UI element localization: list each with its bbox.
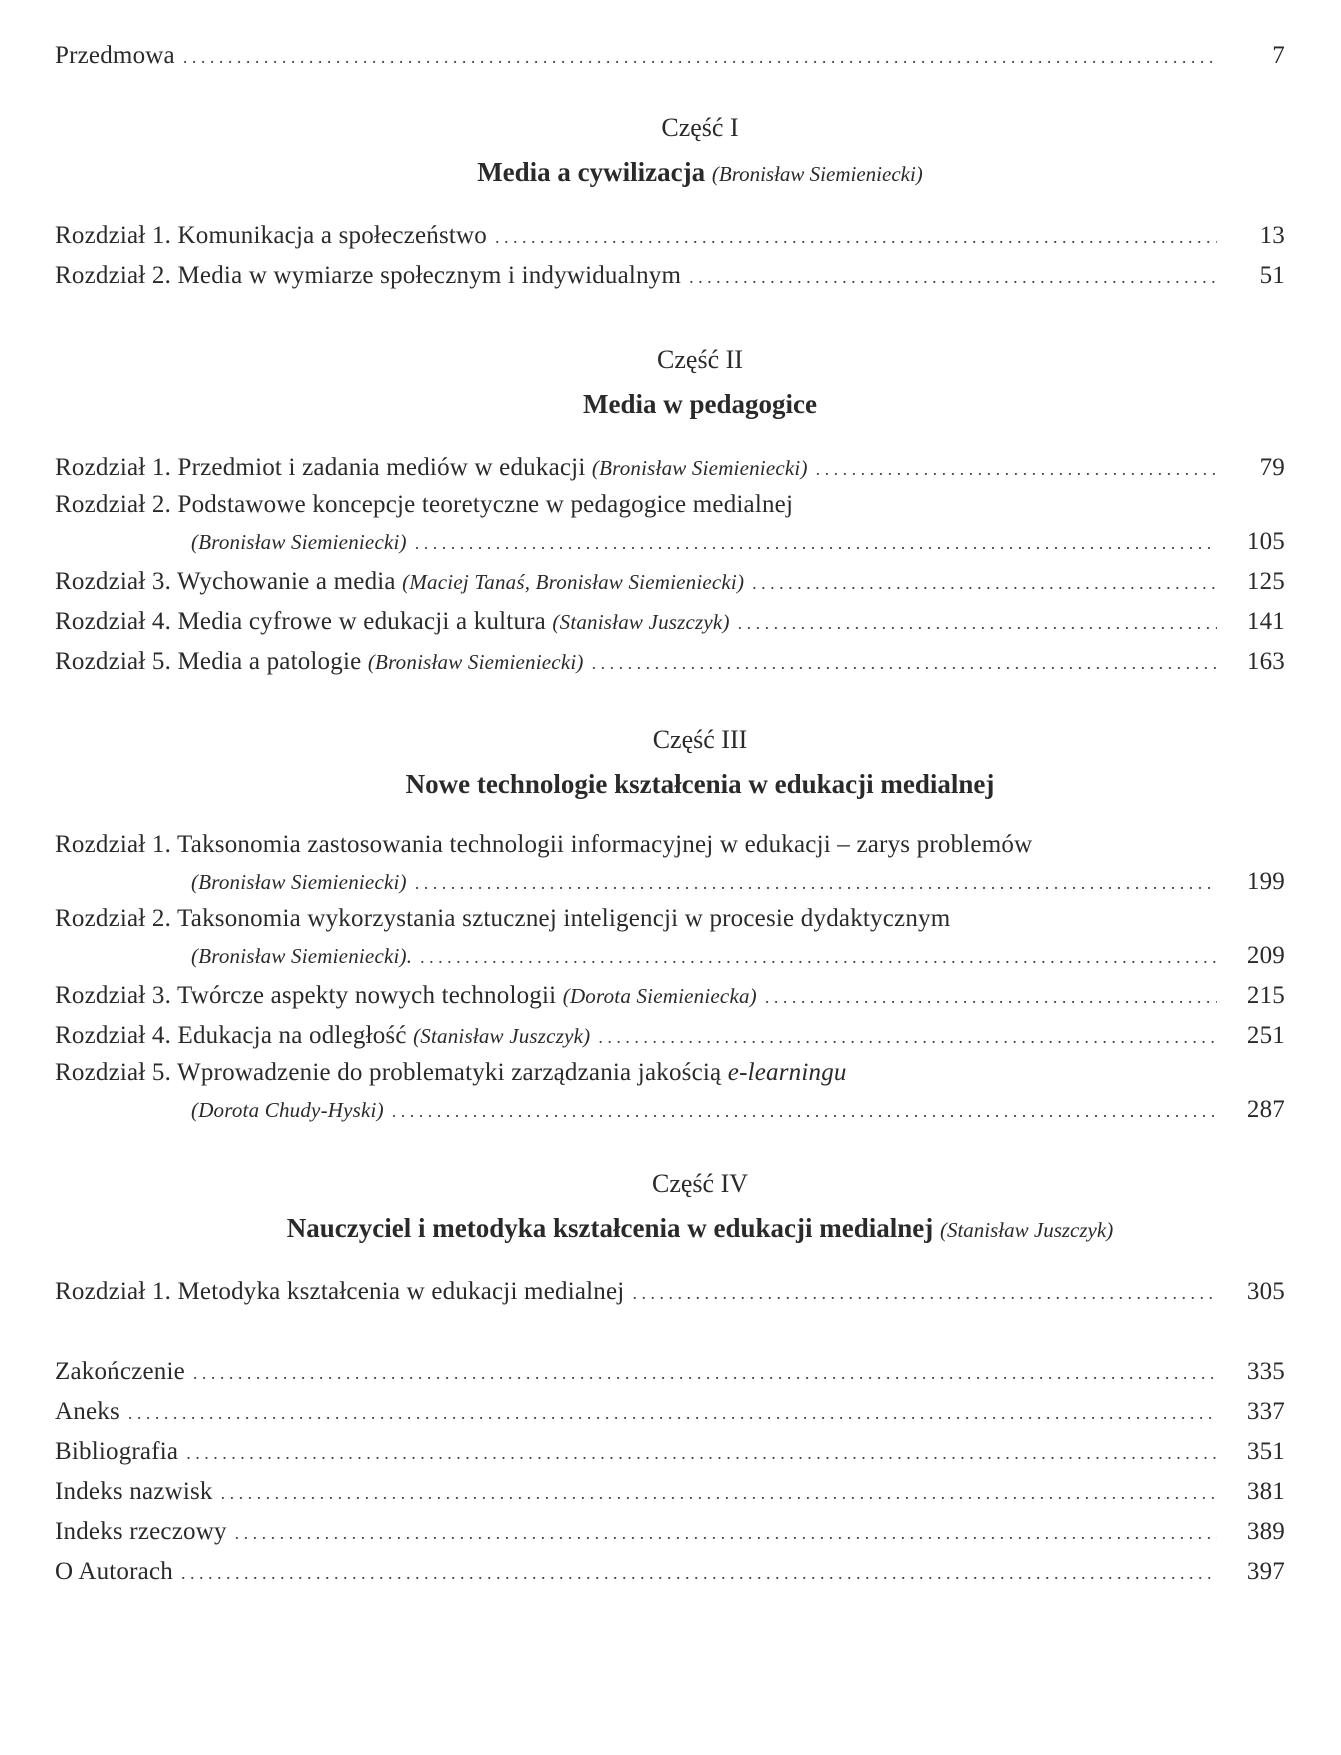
page-number: 141 <box>1246 608 1285 635</box>
toc-entry[interactable] <box>55 828 1285 862</box>
part-title <box>115 762 1285 806</box>
entry-title: Rozdział 1. Taksonomia zastosowania technologii informacyjnej w edukacji – zarys problemów <box>55 831 1033 858</box>
toc-entry[interactable] <box>55 1272 1285 1312</box>
part-label: Część I <box>661 113 739 142</box>
dot-leader <box>765 977 1217 1017</box>
toc-entry-continuation[interactable] <box>55 1090 1285 1130</box>
toc-entry[interactable] <box>55 1056 1285 1090</box>
toc-entry[interactable] <box>55 216 1285 256</box>
dot-leader <box>183 37 1217 77</box>
page-number: 305 <box>1246 1278 1285 1305</box>
dot-leader <box>598 1017 1217 1057</box>
part-title <box>115 1206 1285 1250</box>
entry-title: Rozdział 1. Metodyka kształcenia w edukacji medialnej <box>55 1278 625 1305</box>
table-of-contents <box>55 36 1285 1592</box>
part-title <box>115 382 1285 426</box>
entry-author: (Bronisław Siemieniecki) <box>367 650 584 674</box>
part-label: Część IV <box>651 1169 748 1198</box>
page-number: 287 <box>1246 1096 1285 1123</box>
toc-entry-preface[interactable] <box>55 36 1285 76</box>
toc-entry-continuation[interactable] <box>55 936 1285 976</box>
entry-title: Przedmowa <box>55 42 175 69</box>
toc-entry[interactable] <box>55 976 1285 1016</box>
entry-author: (Stanisław Juszczyk) <box>552 610 730 634</box>
page-number: 397 <box>1246 1558 1285 1585</box>
part-title <box>115 150 1285 194</box>
toc-entry-continuation[interactable] <box>55 862 1285 902</box>
page-number: 105 <box>1246 528 1285 555</box>
entry-title: Indeks nazwisk <box>55 1478 213 1505</box>
page-number: 13 <box>1259 222 1285 249</box>
toc-entry[interactable] <box>55 562 1285 602</box>
entry-title: Rozdział 2. Podstawowe koncepcje teoretyczne w pedagogice medialnej <box>55 491 794 518</box>
entry-author: (Bronisław Siemieniecki) <box>191 530 407 554</box>
entry-author: (Bronisław Siemieniecki) <box>191 870 407 894</box>
page-number: 335 <box>1246 1358 1285 1385</box>
page-number: 163 <box>1246 648 1285 675</box>
dot-leader <box>235 1513 1217 1553</box>
entry-title: Rozdział 4. Edukacja na odległość <box>55 1022 407 1049</box>
dot-leader <box>181 1553 1217 1593</box>
dot-leader <box>420 937 1217 977</box>
dot-leader <box>738 603 1217 643</box>
dot-leader <box>221 1473 1217 1513</box>
toc-entry-backmatter[interactable] <box>55 1472 1285 1512</box>
page-number: 79 <box>1259 454 1285 481</box>
toc-entry[interactable] <box>55 256 1285 296</box>
entry-author: (Bronisław Siemieniecki). <box>191 944 413 968</box>
part-title-text: Nowe technologie kształcenia w edukacji medialnej <box>405 769 995 799</box>
entry-title: Bibliografia <box>55 1438 179 1465</box>
dot-leader <box>415 863 1217 903</box>
part-title-text: Nauczyciel i metodyka kształcenia w edukacji medialnej <box>286 1213 934 1243</box>
dot-leader <box>495 217 1217 257</box>
toc-entry-backmatter[interactable] <box>55 1552 1285 1592</box>
entry-title: Rozdział 5. Wprowadzenie do problematyki zarządzania jakością <box>55 1059 722 1086</box>
toc-entry[interactable] <box>55 1016 1285 1056</box>
page-number: 125 <box>1246 568 1285 595</box>
toc-entry[interactable] <box>55 602 1285 642</box>
page-number: 381 <box>1246 1478 1285 1505</box>
entry-title: Rozdział 4. Media cyfrowe w edukacji a kultura <box>55 608 546 635</box>
part-author: (Stanisław Juszczyk) <box>939 1218 1114 1242</box>
page-number: 251 <box>1246 1022 1285 1049</box>
part-title-text: Media a cywilizacja <box>477 157 706 187</box>
page-number: 351 <box>1246 1438 1285 1465</box>
entry-author: (Dorota Siemieniecka) <box>562 984 757 1008</box>
page-number: 389 <box>1246 1518 1285 1545</box>
entry-author: (Dorota Chudy-Hyski) <box>191 1098 384 1122</box>
dot-leader <box>632 1273 1217 1313</box>
dot-leader <box>193 1353 1217 1393</box>
page-number: 337 <box>1246 1398 1285 1425</box>
entry-title: Rozdział 1. Komunikacja a społeczeństwo <box>55 222 487 249</box>
dot-leader <box>689 257 1217 297</box>
page-number: 7 <box>1272 42 1285 69</box>
part-title-text: Media w pedagogice <box>583 389 817 419</box>
entry-title: Rozdział 1. Przedmiot i zadania mediów w edukacji <box>55 454 586 481</box>
entry-author: (Bronisław Siemieniecki) <box>591 456 808 480</box>
entry-title: Rozdział 2. Taksonomia wykorzystania sztucznej inteligencji w procesie dydaktycznym <box>55 905 951 932</box>
entry-title-italic: e-learningu <box>727 1059 847 1086</box>
entry-author: (Stanisław Juszczyk) <box>413 1024 591 1048</box>
toc-entry-continuation[interactable] <box>55 522 1285 562</box>
toc-entry[interactable] <box>55 448 1285 488</box>
page-number: 209 <box>1246 942 1285 969</box>
part-label: Część III <box>652 725 748 754</box>
dot-leader <box>816 449 1217 489</box>
dot-leader <box>186 1433 1217 1473</box>
dot-leader <box>752 563 1217 603</box>
toc-entry-backmatter[interactable] <box>55 1352 1285 1392</box>
part-label: Część II <box>657 345 743 374</box>
page-number: 51 <box>1259 262 1285 289</box>
toc-entry[interactable] <box>55 488 1285 522</box>
part-author: (Bronisław Siemieniecki) <box>711 162 923 186</box>
entry-author: (Maciej Tanaś, Bronisław Siemieniecki) <box>402 570 745 594</box>
entry-title: Rozdział 2. Media w wymiarze społecznym i indywidualnym <box>55 262 682 289</box>
entry-title: Aneks <box>55 1398 120 1425</box>
toc-entry-backmatter[interactable] <box>55 1392 1285 1432</box>
entry-title: Rozdział 5. Media a patologie <box>55 648 362 675</box>
toc-entry[interactable] <box>55 642 1285 682</box>
dot-leader <box>592 643 1217 683</box>
page-number: 215 <box>1246 982 1285 1009</box>
entry-title: Indeks rzeczowy <box>55 1518 227 1545</box>
dot-leader <box>415 523 1217 563</box>
toc-entry-backmatter[interactable] <box>55 1432 1285 1472</box>
page-number: 199 <box>1246 868 1285 895</box>
toc-entry[interactable] <box>55 902 1285 936</box>
entry-title: Rozdział 3. Wychowanie a media <box>55 568 396 595</box>
entry-title: Rozdział 3. Twórcze aspekty nowych technologii <box>55 982 557 1009</box>
toc-entry-backmatter[interactable] <box>55 1512 1285 1552</box>
dot-leader <box>128 1393 1217 1433</box>
dot-leader <box>392 1091 1217 1131</box>
entry-title: Zakończenie <box>55 1358 185 1385</box>
entry-title: O Autorach <box>55 1558 173 1585</box>
